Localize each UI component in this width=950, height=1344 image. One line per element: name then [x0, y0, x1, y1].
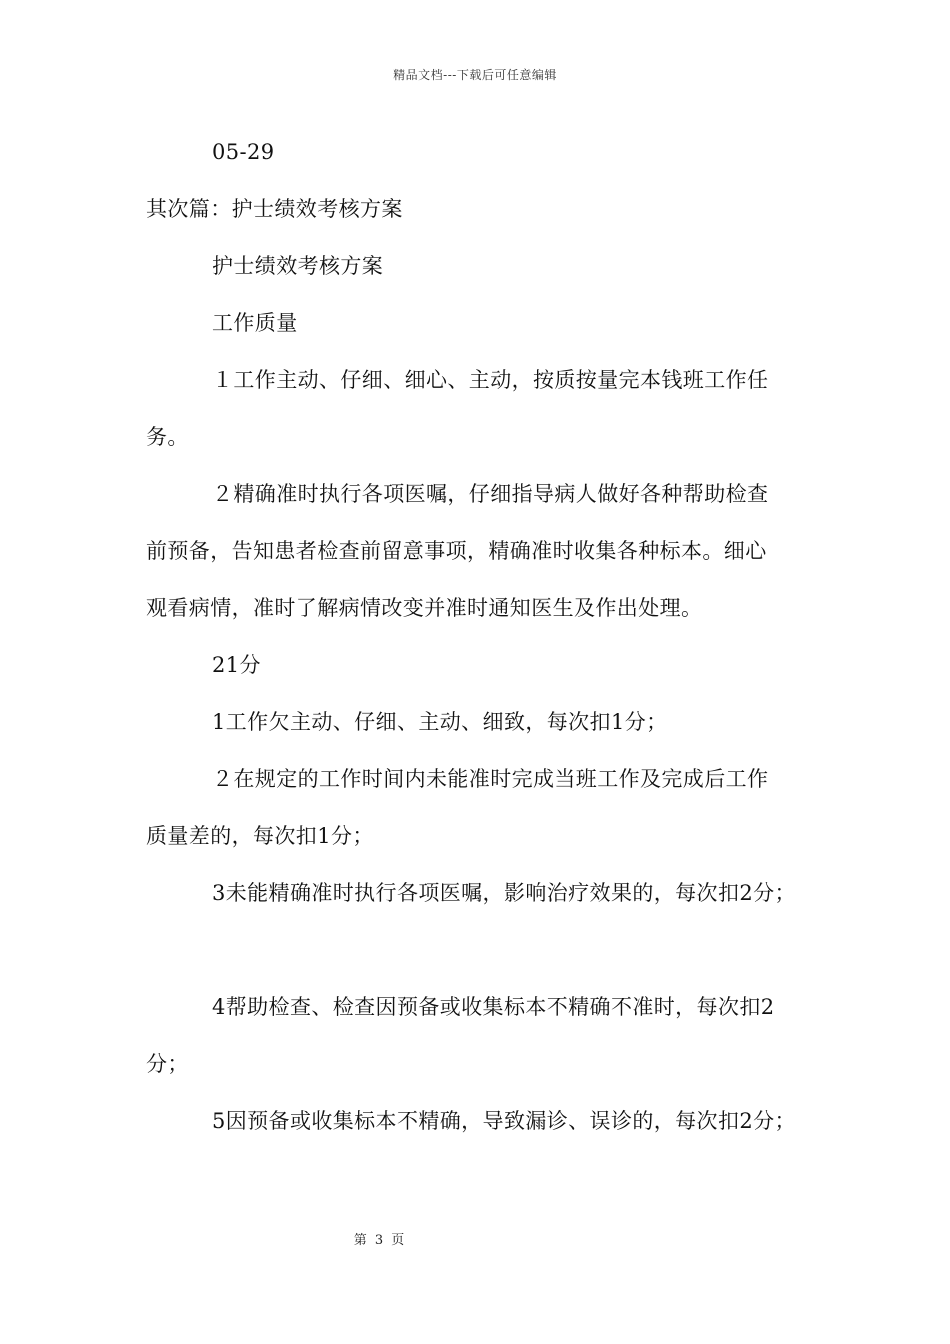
paragraph-line: 5因预备或收集标本不精确，导致漏诊、误诊的，每次扣2分； — [212, 1109, 796, 1133]
paragraph-line: 4帮助检查、检查因预备或收集标本不精确不准时，每次扣2 — [212, 995, 775, 1019]
score-line: 21分 — [212, 653, 261, 677]
section-title: 护士绩效考核方案 — [212, 254, 384, 278]
paragraph-line: ２精确准时执行各项医嘱，仔细指导病人做好各种帮助检查 — [212, 482, 769, 506]
page-number: 第 3 页 — [353, 1233, 407, 1248]
paragraph-line: 前预备，告知患者检查前留意事项，精确准时收集各种标本。细心 — [146, 539, 767, 563]
paragraph-line: 3未能精确准时执行各项医嘱，影响治疗效果的，每次扣2分； — [212, 881, 796, 905]
date-line: 05-29 — [212, 140, 275, 164]
page-header: 精品文档---下载后可任意编辑 — [393, 68, 557, 82]
paragraph-line: 质量差的，每次扣1分； — [146, 824, 374, 848]
paragraph-line: １工作主动、仔细、细心、主动，按质按量完本钱班工作任 — [212, 368, 769, 392]
paragraph-line: 务。 — [146, 425, 189, 449]
subsection-title: 工作质量 — [212, 311, 298, 335]
paragraph-line: 1工作欠主动、仔细、主动、细致，每次扣1分； — [212, 710, 668, 734]
paragraph-line: ２在规定的工作时间内未能准时完成当班工作及完成后工作 — [212, 767, 769, 791]
chapter-heading: 其次篇：护士绩效考核方案 — [146, 197, 403, 221]
paragraph-line: 分； — [146, 1052, 189, 1076]
paragraph-line: 观看病情，准时了解病情改变并准时通知医生及作出处理。 — [146, 596, 703, 620]
